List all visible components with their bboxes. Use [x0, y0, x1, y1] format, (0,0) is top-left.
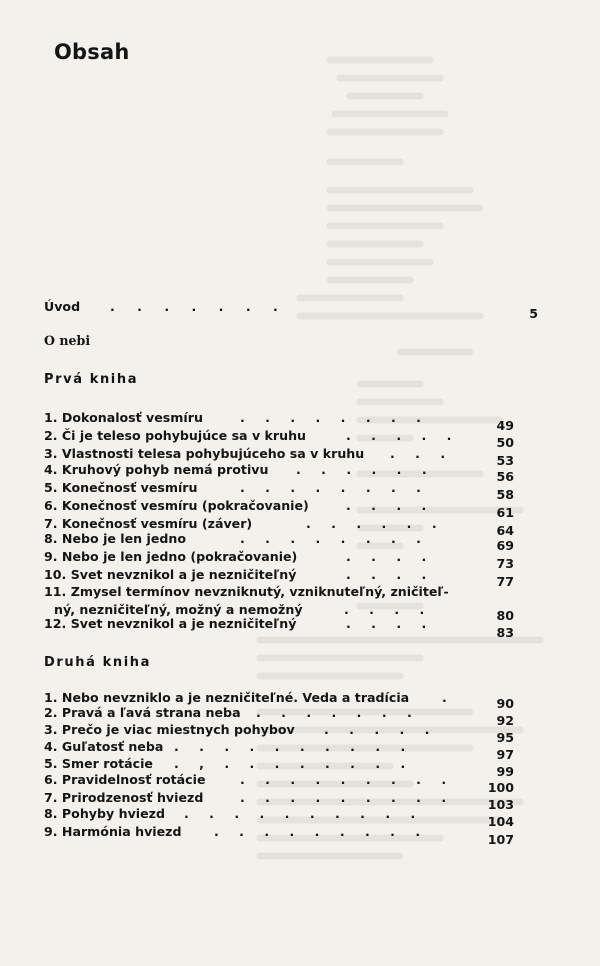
toc-entry[interactable] [44, 705, 514, 728]
toc-entry-page: 53 [496, 453, 514, 468]
toc-entry-page: 69 [496, 538, 514, 553]
toc-entry-label: 6. Pravidelnosť rotácie [44, 772, 206, 787]
toc-entry[interactable] [44, 584, 514, 599]
toc-entry-label: 4. Guľatosť neba [44, 739, 164, 754]
toc-entry[interactable] [44, 756, 514, 779]
toc-entry-page: 83 [496, 625, 514, 640]
leader-dots: . . . . . . . . . [214, 824, 429, 839]
page-title: Obsah [54, 40, 130, 64]
toc-entry-label: 3. Vlastnosti telesa pohybujúceho sa v kruhu [44, 446, 365, 461]
toc-entry-label: 3. Prečo je viac miestnych pohybov [44, 722, 295, 737]
toc-entry-label: 7. Konečnosť vesmíru (záver) [44, 516, 253, 531]
toc-entry[interactable] [44, 739, 514, 762]
leader-dots: . . . [390, 446, 454, 461]
toc-entry-intro[interactable] [44, 299, 538, 321]
leader-dots: . [442, 690, 455, 705]
toc-entry-page: 103 [487, 797, 514, 812]
toc-entry-page: 92 [496, 713, 514, 728]
toc-entry-page: 56 [496, 469, 514, 484]
leader-dots: . . . . . . [296, 462, 435, 477]
toc-entry[interactable] [44, 616, 514, 640]
toc-entry-label: ný, nezničiteľný, možný a nemožný [54, 602, 303, 617]
toc-entry-label: 11. Zmysel termínov nevzniknutý, vzniknuteľný, zničiteľ- [44, 584, 449, 599]
toc-entry-label: 2. Či je teleso pohybujúce sa v kruhu [44, 428, 307, 443]
toc-entry-page: 50 [496, 435, 514, 450]
toc-entry[interactable] [44, 428, 514, 450]
toc-entry-page: 90 [496, 696, 514, 711]
leader-dots: . . . . [344, 602, 433, 617]
leader-dots: . . . . [346, 549, 435, 564]
leader-dots: . . . . . [346, 428, 460, 443]
toc-entry-page: 107 [487, 832, 514, 847]
toc-entry-page: 100 [487, 780, 514, 795]
section-heading-book-2: Druhá kniha [44, 655, 151, 670]
toc-entry[interactable] [44, 410, 514, 433]
part-heading: O nebi [44, 333, 91, 348]
toc-entry[interactable] [44, 498, 514, 520]
toc-entry-label: 1. Dokonalosť vesmíru [44, 410, 203, 425]
toc-entry-label: 2. Pravá a ľavá strana neba [44, 705, 241, 720]
toc-entry-label: 10. Svet nevznikol a je nezničiteľný [44, 567, 297, 582]
toc-entry-page: 73 [496, 556, 514, 571]
toc-entry[interactable] [44, 549, 514, 571]
leader-dots: . . . . . . . . . [240, 790, 455, 805]
toc-entry-label: 5. Smer rotácie [44, 756, 153, 771]
leader-dots: . . . . . . . . . [240, 772, 455, 787]
toc-entry-label: 7. Prirodzenosť hviezd [44, 790, 204, 805]
toc-entry-label: 8. Pohyby hviezd [44, 806, 165, 821]
toc-entry[interactable] [44, 567, 514, 589]
toc-entry[interactable] [44, 722, 514, 745]
toc-entry-continuation[interactable] [54, 602, 514, 623]
leader-dots: . . . . . . . [256, 705, 420, 720]
leader-dots: . . . . [346, 498, 435, 513]
leader-dots: . . . . . . . . . . [184, 806, 424, 821]
leader-dots: . . . . [346, 567, 435, 582]
toc-entry-page: 97 [496, 747, 514, 762]
toc-entry-page: 58 [496, 487, 514, 502]
toc-entry-page: 95 [496, 730, 514, 745]
leader-dots: . . . . . . . . [240, 410, 429, 425]
leader-dots: . . . . . . . . . . [174, 739, 414, 754]
leader-dots: . . . . . [324, 722, 438, 737]
leader-dots: . . . . . . . [110, 299, 287, 314]
toc-entry-label: Úvod [44, 299, 81, 314]
toc-entry-page: 49 [496, 418, 514, 433]
toc-entry-page: 5 [529, 306, 538, 321]
toc-entry[interactable] [44, 480, 514, 502]
toc-entry[interactable] [44, 790, 514, 812]
leader-dots: . , . . . . . . . . [174, 756, 414, 771]
toc-entry-label: 1. Nebo nevzniklo a je nezničiteľné. Veda a tradícia [44, 690, 410, 705]
leader-dots: . . . . . . . . [240, 480, 429, 495]
section-heading-book-1: Prvá kniha [44, 372, 139, 387]
leader-dots: . . . . . . [306, 516, 445, 531]
toc-entry-page: 61 [496, 505, 514, 520]
toc-entry[interactable] [44, 824, 514, 847]
toc-entry[interactable] [44, 772, 514, 795]
toc-entry-label: 6. Konečnosť vesmíru (pokračovanie) [44, 498, 309, 513]
toc-entry-label: 9. Nebo je len jedno (pokračovanie) [44, 549, 298, 564]
leader-dots: . . . . [346, 616, 435, 631]
toc-entry-label: 9. Harmónia hviezd [44, 824, 182, 839]
toc-entry[interactable] [44, 690, 514, 711]
toc-entry-page: 80 [496, 608, 514, 623]
toc-entry-label: 4. Kruhový pohyb nemá protivu [44, 462, 269, 477]
toc-entry-label: 5. Konečnosť vesmíru [44, 480, 198, 495]
toc-entry[interactable] [44, 462, 514, 484]
toc-entry-page: 104 [487, 814, 514, 829]
toc-entry-page: 64 [496, 523, 514, 538]
toc-entry-page: 99 [496, 764, 514, 779]
toc-entry-label: 8. Nebo je len jedno [44, 531, 187, 546]
toc-entry[interactable] [44, 516, 514, 538]
toc-entry-page: 77 [496, 574, 514, 589]
leader-dots: . . . . . . . . [240, 531, 429, 546]
toc-entry-label: 12. Svet nevznikol a je nezničiteľný [44, 616, 297, 631]
toc-entry[interactable] [44, 806, 514, 829]
toc-entry[interactable] [44, 446, 514, 468]
toc-entry[interactable] [44, 531, 514, 553]
